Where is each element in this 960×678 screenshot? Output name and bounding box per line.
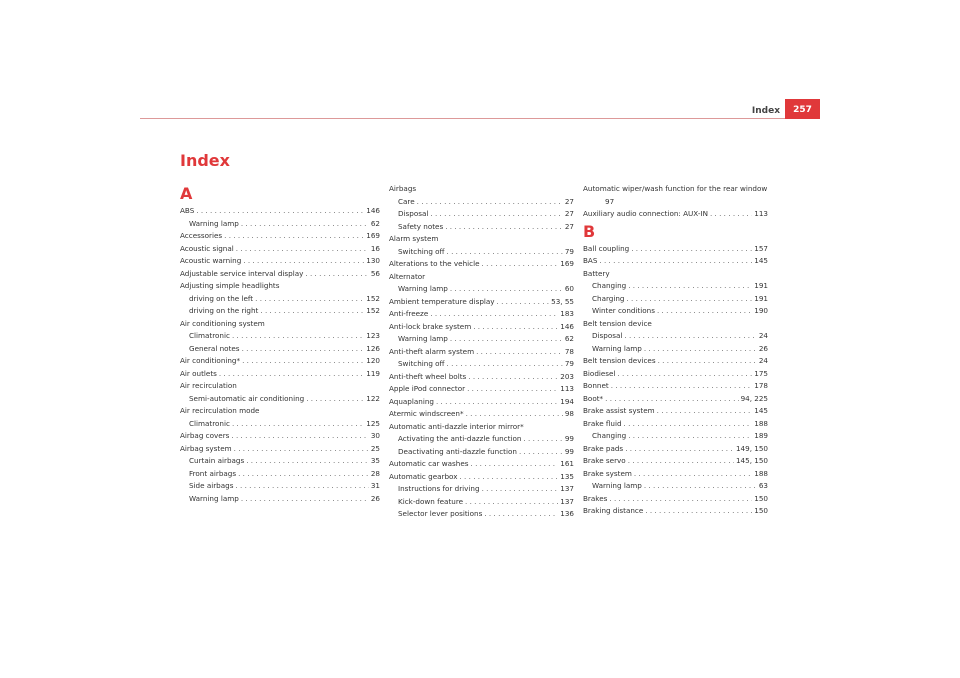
entry-text: Apple iPod connector xyxy=(389,384,466,393)
entry-text: Side airbags xyxy=(189,481,234,490)
dot-leader xyxy=(430,208,562,221)
index-subentry xyxy=(389,246,574,259)
entry-text: Automatic car washes xyxy=(389,459,469,468)
index-entry-heading xyxy=(583,183,768,196)
page-reference: 113 xyxy=(754,209,768,218)
index-subentry xyxy=(180,293,380,306)
dot-leader xyxy=(626,293,752,306)
page-reference: 79 xyxy=(564,359,574,368)
dot-leader xyxy=(658,355,757,368)
page-reference: 149, 150 xyxy=(735,443,768,453)
index-entry xyxy=(583,355,768,368)
dot-leader xyxy=(236,243,369,256)
page-reference: 135 xyxy=(560,471,574,481)
index-entry-heading xyxy=(583,268,768,281)
entry-text: Semi-automatic air conditioning xyxy=(189,393,305,403)
index-subentry xyxy=(583,305,768,318)
entry-text: Alternator xyxy=(389,271,426,281)
dot-leader xyxy=(710,208,752,221)
entry-text: Selector lever positions xyxy=(398,509,483,518)
entry-text: Aquaplaning xyxy=(389,396,434,406)
index-entry xyxy=(583,368,768,381)
page-reference: 30 xyxy=(370,431,380,440)
page-reference: 79 xyxy=(564,246,574,256)
entry-text: Climatronic xyxy=(189,418,230,428)
index-subentry xyxy=(389,508,574,521)
entry-text: Deactivating anti-dazzle function xyxy=(398,446,517,456)
page-reference: 26 xyxy=(370,493,380,503)
entry-text: Boot* xyxy=(583,393,604,403)
index-entry-heading xyxy=(180,405,380,418)
dot-leader xyxy=(471,458,559,471)
entry-text: Charging xyxy=(592,293,625,303)
entry-text: General notes xyxy=(189,343,240,353)
dot-leader xyxy=(624,330,756,343)
entry-text: Alarm system xyxy=(389,234,439,243)
page-reference: 62 xyxy=(370,218,380,228)
page-reference: 123 xyxy=(366,331,380,340)
page-reference: 119 xyxy=(366,368,380,378)
index-subentry xyxy=(180,493,380,506)
index-subentry xyxy=(389,446,574,459)
dot-leader xyxy=(450,333,563,346)
page-reference: 183 xyxy=(560,309,574,318)
page-reference: 27 xyxy=(564,209,574,218)
dot-leader xyxy=(617,368,752,381)
dot-leader xyxy=(445,221,563,234)
entry-text: Switching off xyxy=(398,246,445,256)
dot-leader xyxy=(467,383,558,396)
index-entry xyxy=(180,230,380,243)
entry-text: Air recirculation xyxy=(180,381,237,390)
entry-text: Battery xyxy=(583,268,610,278)
page-reference: 150 xyxy=(754,506,768,515)
index-entry-heading xyxy=(180,280,380,293)
index-entry xyxy=(583,393,768,406)
index-entry-heading xyxy=(180,380,380,393)
entry-text: Disposal xyxy=(398,209,429,218)
dot-leader xyxy=(624,418,753,431)
page-reference: 152 xyxy=(366,293,380,303)
entry-text: Braking distance xyxy=(583,506,644,515)
dot-leader xyxy=(605,393,738,406)
page-reference: 28 xyxy=(370,468,380,478)
entry-text: Acoustic warning xyxy=(180,256,242,265)
header-rule xyxy=(140,118,820,119)
index-entry xyxy=(389,458,574,471)
dot-leader xyxy=(242,355,364,368)
dot-leader xyxy=(631,243,752,256)
page-reference: 191 xyxy=(754,293,768,303)
index-entry xyxy=(583,443,768,456)
page-reference: 24 xyxy=(758,331,768,340)
page-number-badge: 257 xyxy=(785,99,820,119)
entry-text: Airbag covers xyxy=(180,431,230,440)
running-header-title: Index xyxy=(751,106,780,116)
index-subentry xyxy=(583,430,768,443)
index-entry-continuation: 97 xyxy=(605,196,615,206)
entry-text: Adjustable service interval display xyxy=(180,268,304,278)
index-subentry xyxy=(180,480,380,493)
entry-text: Auxiliary audio connection: AUX-IN xyxy=(583,209,708,218)
entry-text: Alterations to the vehicle xyxy=(389,259,480,268)
page-reference: 175 xyxy=(754,368,768,378)
index-entry xyxy=(583,468,768,481)
entry-text: Belt tension device xyxy=(583,318,652,328)
entry-text: Brake servo xyxy=(583,456,626,465)
page-reference: 169 xyxy=(560,259,574,268)
dot-leader xyxy=(482,483,559,496)
dot-leader xyxy=(473,321,558,334)
index-subentry xyxy=(389,433,574,446)
page-reference: 78 xyxy=(564,346,574,356)
index-subentry xyxy=(180,418,380,431)
page-reference: 169 xyxy=(366,231,380,240)
entry-text: Brake pads xyxy=(583,443,624,453)
index-entry xyxy=(389,371,574,384)
index-entry xyxy=(180,243,380,256)
index-entry xyxy=(583,493,768,506)
page-reference: 120 xyxy=(366,356,380,365)
entry-text: Warning lamp xyxy=(592,481,642,490)
entry-text: Winter conditions xyxy=(592,306,655,315)
entry-text: Brake fluid xyxy=(583,418,622,428)
dot-leader xyxy=(242,343,365,356)
index-entry xyxy=(583,405,768,418)
index-column-3 xyxy=(583,183,768,518)
entry-text: Airbag system xyxy=(180,443,232,453)
dot-leader xyxy=(232,330,364,343)
entry-text: Brake system xyxy=(583,468,632,478)
index-subentry xyxy=(389,208,574,221)
page-reference: 137 xyxy=(560,496,574,506)
dot-leader xyxy=(305,268,368,281)
dot-leader xyxy=(523,433,562,446)
dot-leader xyxy=(628,430,752,443)
dot-leader xyxy=(447,358,563,371)
page-reference: 63 xyxy=(758,481,768,490)
dot-leader xyxy=(484,508,558,521)
index-entry-heading xyxy=(389,233,574,246)
dot-leader xyxy=(519,446,563,459)
index-column-2 xyxy=(389,183,574,521)
index-entry xyxy=(389,471,574,484)
dot-leader xyxy=(243,255,364,268)
page-reference: 145, 150 xyxy=(735,456,768,465)
page-reference: 189 xyxy=(754,431,768,440)
entry-text: Bonnet xyxy=(583,381,609,390)
index-entry xyxy=(180,205,380,218)
page-reference: 56 xyxy=(370,268,380,278)
entry-text: Warning lamp xyxy=(398,334,448,343)
dot-leader xyxy=(436,396,558,409)
page-reference: 53, 55 xyxy=(551,296,574,306)
entry-text: Biodiesel xyxy=(583,368,616,378)
index-subentry xyxy=(389,358,574,371)
entry-text: Anti-freeze xyxy=(389,309,429,318)
page-reference: 99 xyxy=(564,446,574,456)
index-subentry xyxy=(389,283,574,296)
page-reference: 188 xyxy=(754,468,768,478)
index-subentry xyxy=(180,343,380,356)
entry-text: ABS xyxy=(180,206,195,215)
entry-text: Belt tension devices xyxy=(583,356,656,365)
index-entry xyxy=(389,346,574,359)
page-reference: 24 xyxy=(758,356,768,365)
entry-text: Accessories xyxy=(180,231,223,240)
dot-leader xyxy=(246,455,369,468)
dot-leader xyxy=(466,408,563,421)
dot-leader xyxy=(476,346,563,359)
page-reference: 98 xyxy=(564,409,574,418)
index-entry xyxy=(180,430,380,443)
section-letter-a: A xyxy=(180,184,193,203)
index-entry xyxy=(180,255,380,268)
entry-text: Ball coupling xyxy=(583,243,630,253)
section-letter-b: B xyxy=(583,221,596,241)
index-entry xyxy=(389,296,574,309)
entry-text: Warning lamp xyxy=(189,493,239,503)
index-entry-heading xyxy=(389,421,574,434)
entry-text: Atermic windscreen* xyxy=(389,409,464,418)
dot-leader xyxy=(450,283,563,296)
index-subentry xyxy=(389,483,574,496)
page-reference: 145 xyxy=(754,256,768,265)
entry-text: Anti-theft wheel bolts xyxy=(389,371,467,381)
index-entry xyxy=(583,243,768,256)
dot-leader xyxy=(628,455,734,468)
index-entry xyxy=(389,396,574,409)
dot-leader xyxy=(241,493,369,506)
index-subentry xyxy=(180,330,380,343)
entry-text: Brakes xyxy=(583,493,608,503)
index-subentry xyxy=(180,218,380,231)
index-subentry xyxy=(583,293,768,306)
page-reference: 25 xyxy=(370,443,380,453)
page-reference: 27 xyxy=(564,196,574,206)
dot-leader xyxy=(644,343,757,356)
entry-text: Automatic anti-dazzle interior mirror* xyxy=(389,421,524,431)
dot-leader xyxy=(260,305,364,318)
page-reference: 26 xyxy=(758,343,768,353)
index-entry-heading xyxy=(389,183,574,196)
entry-text: driving on the right xyxy=(189,306,259,315)
dot-leader xyxy=(417,196,563,209)
page-reference: 136 xyxy=(560,509,574,518)
entry-text: Climatronic xyxy=(189,331,230,340)
page-reference: 60 xyxy=(564,284,574,293)
entry-text: Switching off xyxy=(398,359,445,368)
index-entry xyxy=(583,255,768,268)
index-entry xyxy=(583,455,768,468)
dot-leader xyxy=(482,258,559,271)
index-entry-heading xyxy=(583,318,768,331)
page-reference: 146 xyxy=(366,206,380,215)
index-entry xyxy=(389,383,574,396)
index-subentry xyxy=(583,330,768,343)
dot-leader xyxy=(609,493,752,506)
entry-text: Warning lamp xyxy=(189,218,239,228)
dot-leader xyxy=(468,371,558,384)
dot-leader xyxy=(628,280,752,293)
dot-leader xyxy=(459,471,558,484)
entry-text: Automatic wiper/wash function for the rear window xyxy=(583,184,768,193)
entry-text: Curtain airbags xyxy=(189,456,245,465)
page-reference: 94, 225 xyxy=(740,393,768,403)
dot-leader xyxy=(238,468,369,481)
index-subentry xyxy=(583,480,768,493)
dot-leader xyxy=(234,443,369,456)
index-entry xyxy=(583,418,768,431)
index-subentry xyxy=(180,305,380,318)
page-reference: 203 xyxy=(560,371,574,381)
page-reference: 31 xyxy=(370,481,380,490)
dot-leader xyxy=(219,368,364,381)
index-subentry xyxy=(180,393,380,406)
dot-leader xyxy=(447,246,563,259)
entry-text: Warning lamp xyxy=(398,284,448,293)
entry-text: Air recirculation mode xyxy=(180,406,260,415)
index-entry xyxy=(583,208,768,221)
dot-leader xyxy=(232,418,364,431)
index-heading: Index xyxy=(180,151,230,170)
page-reference: 145 xyxy=(754,406,768,415)
index-subentry xyxy=(389,333,574,346)
dot-leader xyxy=(231,430,368,443)
page-reference: 125 xyxy=(366,418,380,428)
page-reference: 62 xyxy=(564,334,574,343)
entry-text: Airbags xyxy=(389,184,417,193)
dot-leader xyxy=(497,296,550,309)
page-reference: 35 xyxy=(370,456,380,465)
page-reference: 122 xyxy=(366,393,380,403)
page-reference: 126 xyxy=(366,343,380,353)
entry-text: Safety notes xyxy=(398,221,444,231)
index-entry xyxy=(389,408,574,421)
dot-leader xyxy=(241,218,369,231)
index-entry xyxy=(180,368,380,381)
page-reference: 150 xyxy=(754,493,768,503)
dot-leader xyxy=(235,480,368,493)
entry-text: Warning lamp xyxy=(592,343,642,353)
dot-leader xyxy=(599,255,752,268)
entry-text: Acoustic signal xyxy=(180,243,234,253)
page-reference: 178 xyxy=(754,381,768,390)
entry-text: Disposal xyxy=(592,331,623,340)
entry-text: Changing xyxy=(592,431,627,440)
entry-text: BAS xyxy=(583,256,598,265)
index-subentry xyxy=(389,496,574,509)
entry-text: Activating the anti-dazzle function xyxy=(398,434,522,443)
index-column-1 xyxy=(180,183,380,505)
dot-leader xyxy=(255,293,364,306)
index-subentry xyxy=(389,221,574,234)
dot-leader xyxy=(306,393,364,406)
page-reference: 146 xyxy=(560,321,574,331)
page-reference: 16 xyxy=(370,243,380,253)
index-entry xyxy=(389,321,574,334)
dot-leader xyxy=(645,505,752,518)
dot-leader xyxy=(625,443,734,456)
page-reference: 137 xyxy=(560,484,574,493)
dot-leader xyxy=(634,468,752,481)
entry-text: Front airbags xyxy=(189,468,237,478)
dot-leader xyxy=(657,305,752,318)
index-subentry xyxy=(583,343,768,356)
index-entry xyxy=(180,268,380,281)
index-subentry xyxy=(180,468,380,481)
page-reference: 191 xyxy=(754,281,768,290)
entry-text: Instructions for driving xyxy=(398,484,480,493)
dot-leader xyxy=(611,380,753,393)
index-entry xyxy=(583,505,768,518)
index-entry-heading xyxy=(180,318,380,331)
dot-leader xyxy=(644,480,757,493)
entry-text: Ambient temperature display xyxy=(389,296,495,306)
index-subentry xyxy=(583,280,768,293)
index-subentry xyxy=(180,455,380,468)
entry-text: Anti-theft alarm system xyxy=(389,346,475,356)
page-reference: 113 xyxy=(560,384,574,393)
dot-leader xyxy=(430,308,558,321)
entry-text: Kick-down feature xyxy=(398,496,464,506)
dot-leader xyxy=(196,205,364,218)
entry-text: Air conditioning* xyxy=(180,356,241,365)
dot-leader xyxy=(657,405,753,418)
index-entry xyxy=(389,308,574,321)
index-entry-heading xyxy=(389,271,574,284)
entry-text: driving on the left xyxy=(189,293,254,303)
entry-text: Anti-lock brake system xyxy=(389,321,472,331)
page-reference: 99 xyxy=(564,434,574,443)
page-reference: 157 xyxy=(754,243,768,253)
page-reference: 188 xyxy=(754,418,768,428)
page-reference: 194 xyxy=(560,396,574,406)
dot-leader xyxy=(224,230,364,243)
index-subentry xyxy=(389,196,574,209)
index-entry xyxy=(180,355,380,368)
dot-leader xyxy=(465,496,558,509)
entry-text: Care xyxy=(398,196,415,206)
page-reference: 27 xyxy=(564,221,574,231)
index-entry xyxy=(180,443,380,456)
page-reference: 152 xyxy=(366,306,380,315)
page-reference: 130 xyxy=(366,256,380,265)
entry-text: Automatic gearbox xyxy=(389,471,458,481)
page-reference: 161 xyxy=(560,459,574,468)
entry-text: Brake assist system xyxy=(583,406,655,415)
page-reference: 190 xyxy=(754,306,768,315)
entry-text: Air conditioning system xyxy=(180,318,265,328)
entry-text: Adjusting simple headlights xyxy=(180,281,280,290)
index-entry xyxy=(389,258,574,271)
index-entry xyxy=(583,380,768,393)
entry-text: Air outlets xyxy=(180,368,217,378)
entry-text: Changing xyxy=(592,281,627,290)
